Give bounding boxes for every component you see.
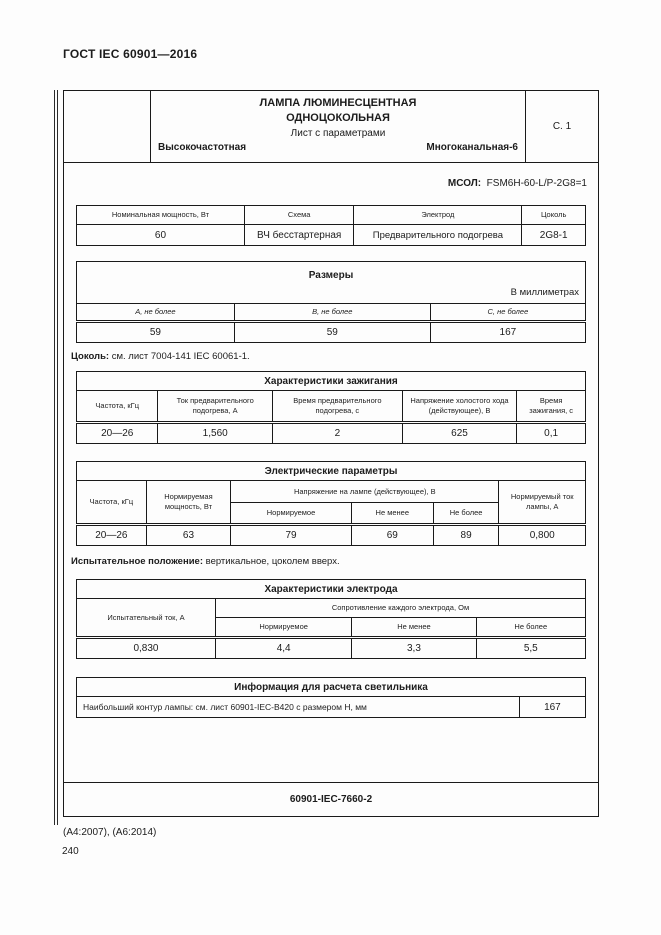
cap-note-label: Цоколь: bbox=[71, 351, 110, 362]
dim-a-header: A, не более bbox=[77, 304, 235, 322]
rated-current-header: Нормируемый ток лампы, А bbox=[499, 481, 586, 525]
dimensions-table bbox=[76, 261, 586, 343]
header-title-cell bbox=[151, 91, 525, 162]
voltage-max-header: Не более bbox=[433, 503, 499, 525]
dimensions-title-cell bbox=[77, 262, 586, 304]
dimensions-title: Размеры bbox=[308, 269, 354, 281]
el-frequency-value: 20—26 bbox=[77, 525, 147, 546]
datasheet-frame bbox=[63, 90, 599, 817]
mcol-label: МСОЛ: bbox=[447, 178, 482, 189]
standard-number-heading: ГОСТ IEC 60901—2016 bbox=[63, 47, 198, 61]
power-header-row bbox=[77, 206, 586, 225]
dim-c-header: C, не более bbox=[430, 304, 585, 322]
amendments-note: (А4:2007), (А6:2014) bbox=[63, 827, 157, 838]
rated-power-header: Нормируемая мощность, Вт bbox=[146, 481, 230, 525]
resistance-max-value: 5,5 bbox=[476, 638, 585, 659]
electrode-group-row bbox=[77, 599, 586, 618]
lamp-type-left: Высокочастотная bbox=[158, 142, 247, 153]
sheet-subtitle: Лист с параметрами bbox=[290, 128, 386, 139]
preheat-current-value: 1,560 bbox=[158, 423, 273, 444]
mcol-code-line bbox=[68, 178, 587, 189]
open-circuit-voltage-value: 625 bbox=[402, 423, 517, 444]
frequency-value: 20—26 bbox=[77, 423, 158, 444]
test-position-text: вертикальное, цоколем вверх. bbox=[202, 556, 340, 567]
resistance-min-value: 3,3 bbox=[352, 638, 476, 659]
mcol-code: FSM6H-60-L/P-2G8=1 bbox=[486, 178, 587, 189]
dimensions-units: В миллиметрах bbox=[510, 286, 579, 298]
electrode-value-cell: Предварительного подогрева bbox=[354, 225, 522, 246]
lamp-contour-value: 167 bbox=[519, 697, 585, 718]
header-empty-cell bbox=[64, 91, 151, 162]
datasheet-header bbox=[64, 91, 598, 163]
electrode-header-cell: Электрод bbox=[354, 206, 522, 225]
electrical-value-row bbox=[77, 525, 586, 546]
ignition-title-row bbox=[77, 372, 586, 391]
resistance-group-header: Сопротивление каждого электрода, Ом bbox=[215, 599, 585, 618]
luminaire-value-row bbox=[77, 697, 586, 718]
luminaire-title: Информация для расчета светильника bbox=[77, 678, 586, 697]
lamp-contour-label: Наибольший контур лампы: см. лист 60901-IEC-B420 с размером Н, мм bbox=[77, 697, 520, 718]
rated-power-value: 63 bbox=[146, 525, 230, 546]
electrical-title-row bbox=[77, 462, 586, 481]
electrode-title: Характеристики электрода bbox=[77, 580, 586, 599]
resistance-rated-header: Нормируемое bbox=[215, 618, 351, 638]
dimensions-value-row bbox=[77, 322, 586, 343]
sheet-code-footer: 60901-IEC-7660-2 bbox=[64, 782, 598, 816]
cap-value-cell: 2G8-1 bbox=[522, 225, 586, 246]
dim-b-value: 59 bbox=[234, 322, 430, 343]
cap-note-text: см. лист 7004-141 IEC 60061-1. bbox=[109, 351, 250, 362]
dimensions-header-row bbox=[77, 304, 586, 322]
preheat-current-header: Ток предварительного подогрева, А bbox=[158, 391, 273, 423]
voltage-max-value: 89 bbox=[433, 525, 499, 546]
ignition-time-header: Время зажигания, с bbox=[517, 391, 586, 423]
scheme-header-cell: Схема bbox=[244, 206, 353, 225]
electrical-title: Электрические параметры bbox=[77, 462, 586, 481]
ignition-header-row bbox=[77, 391, 586, 423]
preheat-time-value: 2 bbox=[272, 423, 402, 444]
binding-double-rule bbox=[54, 90, 58, 825]
cap-reference-note bbox=[71, 351, 594, 362]
power-value-cell: 60 bbox=[77, 225, 245, 246]
dim-c-value: 167 bbox=[430, 322, 585, 343]
test-position-note bbox=[71, 556, 594, 567]
test-current-value: 0,830 bbox=[77, 638, 216, 659]
dim-a-value: 59 bbox=[77, 322, 235, 343]
power-value-row bbox=[77, 225, 586, 246]
lamp-type-right: Многоканальная-6 bbox=[426, 142, 518, 153]
power-header-cell: Номинальная мощность, Вт bbox=[77, 206, 245, 225]
electrode-table bbox=[76, 579, 586, 659]
resistance-min-header: Не менее bbox=[352, 618, 476, 638]
voltage-rated-value: 79 bbox=[231, 525, 352, 546]
resistance-max-header: Не более bbox=[476, 618, 585, 638]
lamp-voltage-group-header: Напряжение на лампе (действующее), В bbox=[231, 481, 499, 503]
sheet-number-cell: С. 1 bbox=[525, 91, 598, 162]
power-table bbox=[76, 205, 586, 246]
electrode-value-row bbox=[77, 638, 586, 659]
dim-b-header: B, не более bbox=[234, 304, 430, 322]
ignition-value-row bbox=[77, 423, 586, 444]
luminaire-title-row bbox=[77, 678, 586, 697]
dimensions-title-row bbox=[77, 262, 586, 304]
frequency-header: Частота, кГц bbox=[77, 391, 158, 423]
lamp-type-labels bbox=[151, 142, 525, 153]
ignition-table bbox=[76, 371, 586, 444]
lamp-title-line1: ЛАМПА ЛЮМИНЕСЦЕНТНАЯ bbox=[259, 97, 417, 109]
resistance-rated-value: 4,4 bbox=[215, 638, 351, 659]
electrical-group-row bbox=[77, 481, 586, 503]
electrode-title-row bbox=[77, 580, 586, 599]
ignition-time-value: 0,1 bbox=[517, 423, 586, 444]
test-position-label: Испытательное положение: bbox=[71, 556, 203, 567]
preheat-time-header: Время предварительного подогрева, с bbox=[272, 391, 402, 423]
el-frequency-header: Частота, кГц bbox=[77, 481, 147, 525]
datasheet-content bbox=[64, 163, 598, 782]
voltage-min-header: Не менее bbox=[351, 503, 433, 525]
electrical-table bbox=[76, 461, 586, 546]
luminaire-info-table bbox=[76, 677, 586, 718]
test-current-header: Испытательный ток, А bbox=[77, 599, 216, 638]
page-number: 240 bbox=[62, 846, 79, 857]
voltage-min-value: 69 bbox=[351, 525, 433, 546]
cap-header-cell: Цоколь bbox=[522, 206, 586, 225]
rated-current-value: 0,800 bbox=[499, 525, 586, 546]
ignition-title: Характеристики зажигания bbox=[77, 372, 586, 391]
scheme-value-cell: ВЧ бесстартерная bbox=[244, 225, 353, 246]
lamp-title-line2: ОДНОЦОКОЛЬНАЯ bbox=[286, 112, 390, 124]
voltage-rated-header: Нормируемое bbox=[231, 503, 352, 525]
open-circuit-voltage-header: Напряжение холостого хода (действующее), В bbox=[402, 391, 517, 423]
